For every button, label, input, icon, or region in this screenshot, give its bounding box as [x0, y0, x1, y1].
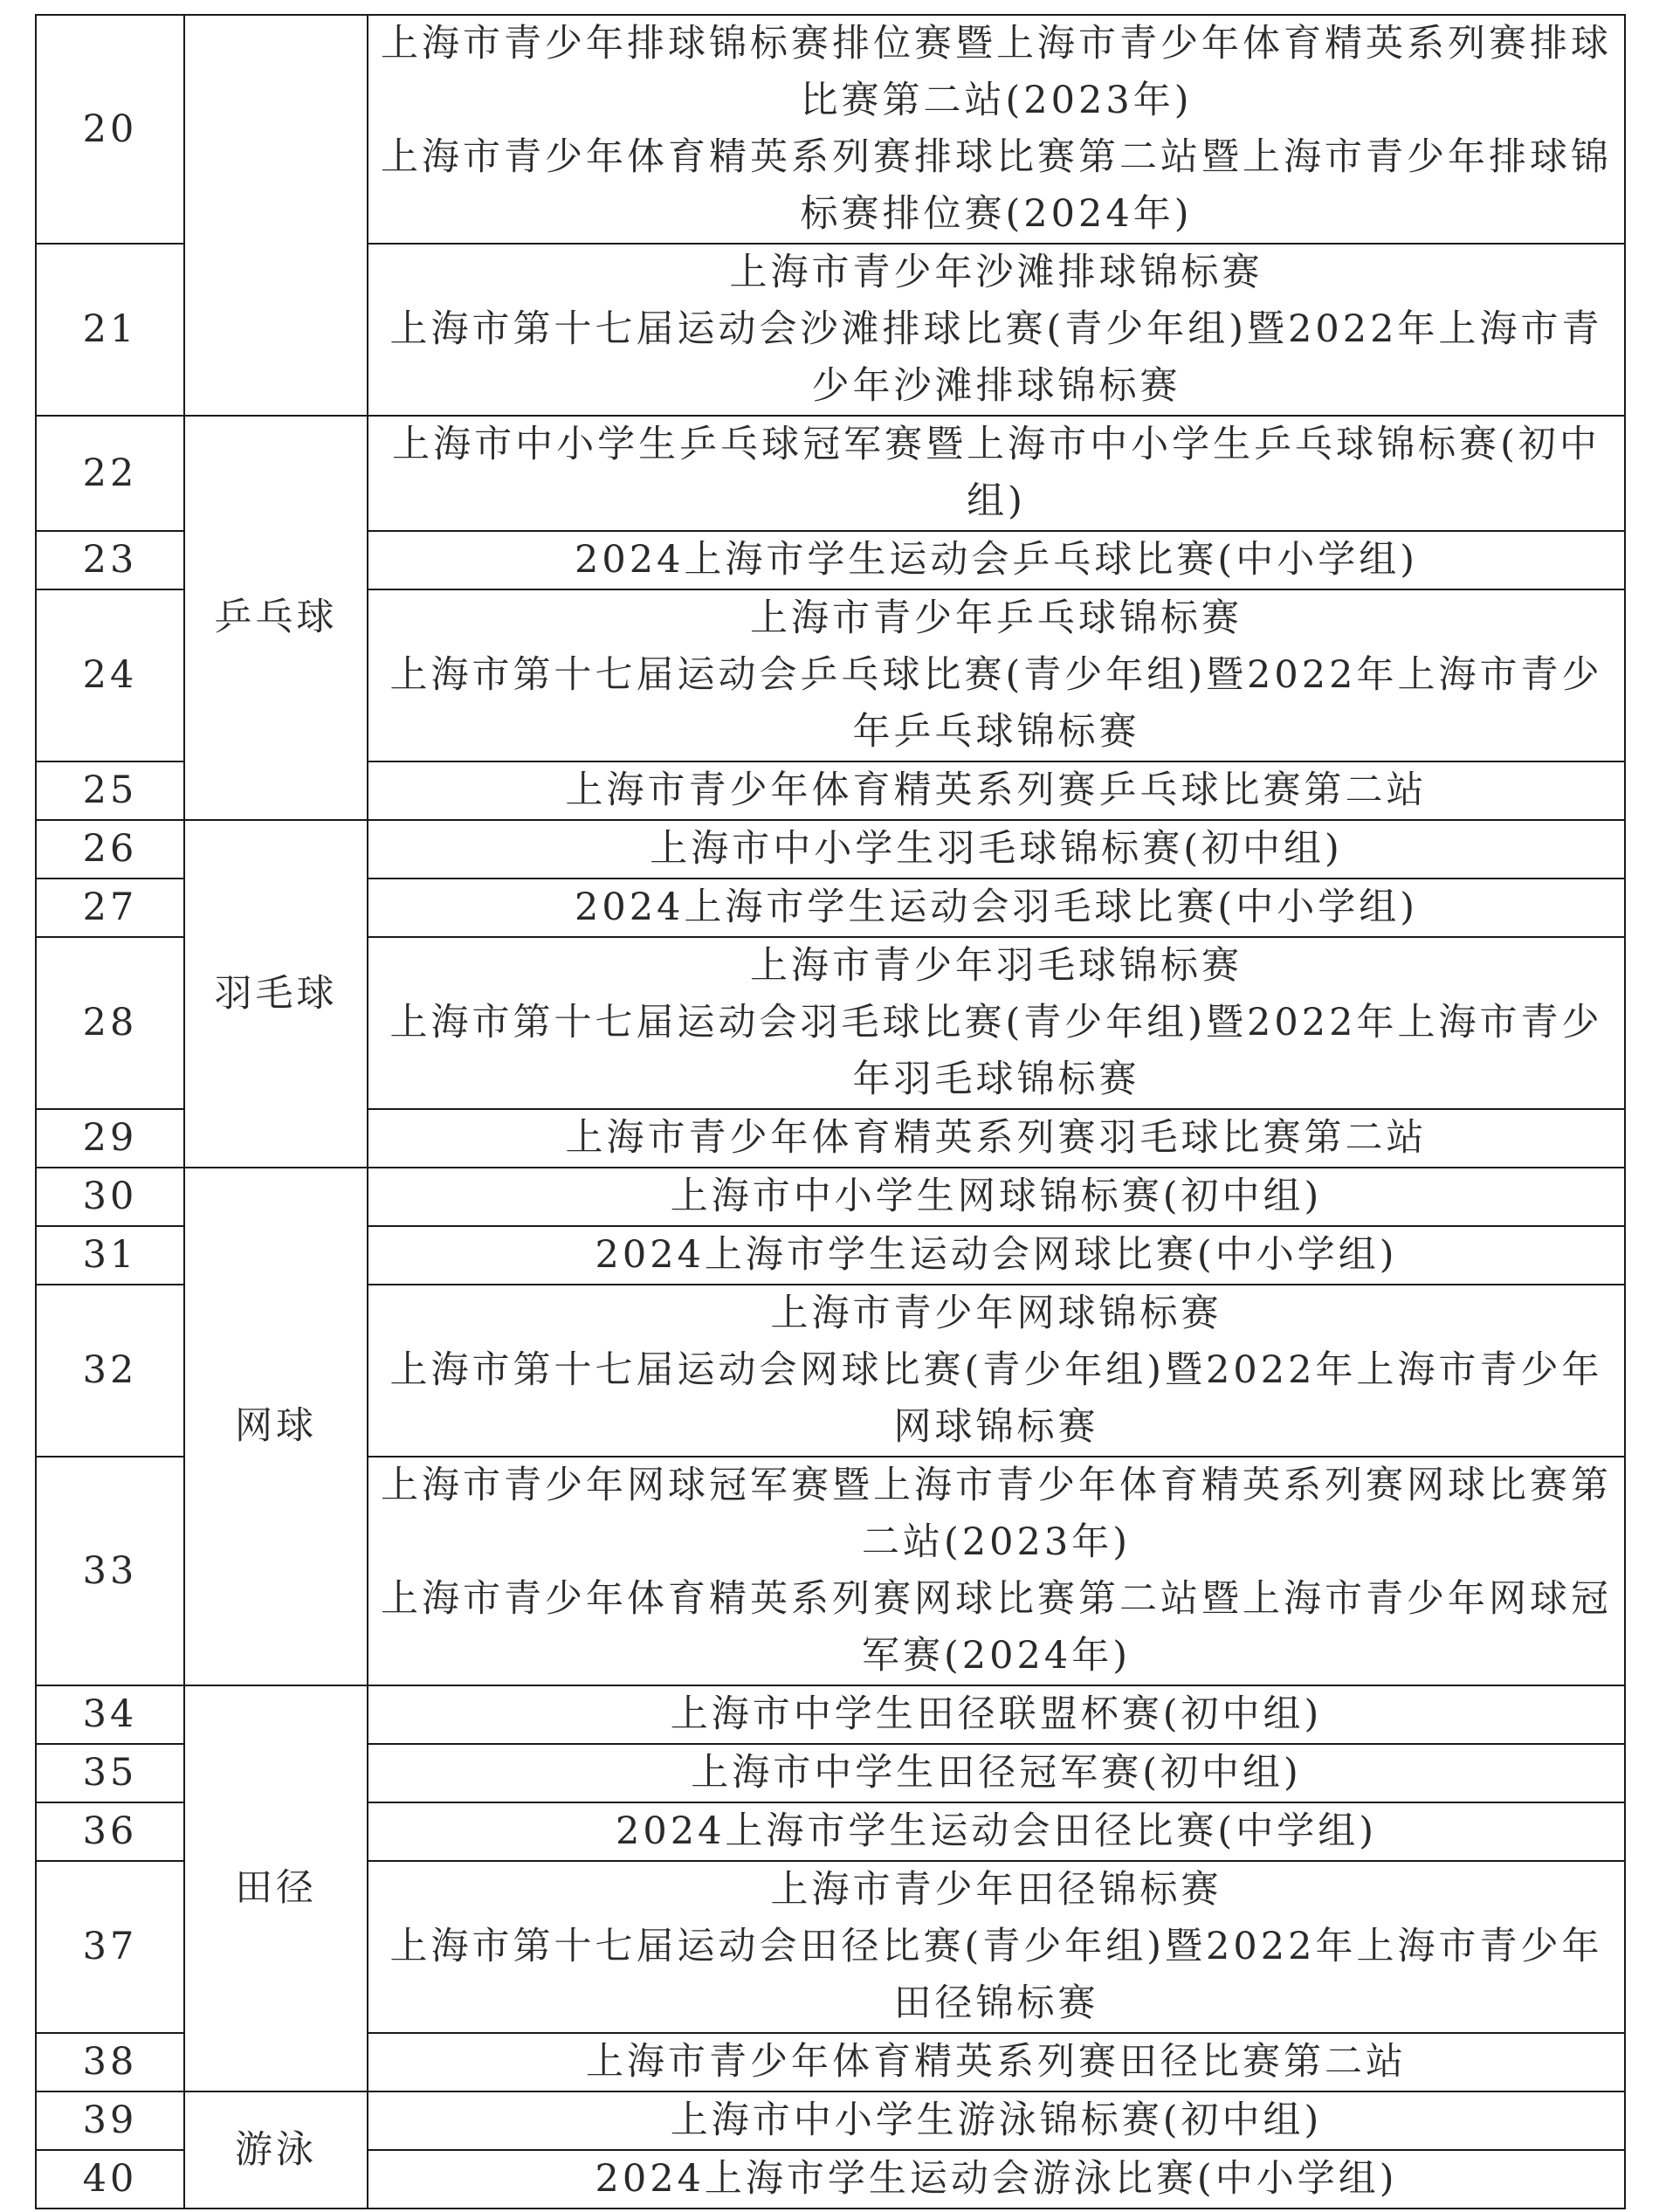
competition-line: 上海市青少年乒乓球锦标赛 — [750, 596, 1243, 640]
row-number: 40 — [36, 2150, 184, 2209]
competition-name — [368, 2150, 1625, 2209]
competition-name — [368, 589, 1625, 761]
competition-line: 上海市中学生田径联盟杯赛(初中组) — [670, 1692, 1323, 1736]
category-badminton: 羽毛球 — [184, 820, 368, 1168]
row-number: 32 — [36, 1285, 184, 1457]
competition-line: 上海市第十七届运动会乒乓球比赛(青少年组)暨2022年上海市青少年乒乓球锦标赛 — [389, 653, 1603, 754]
row-number: 22 — [36, 416, 184, 531]
competition-line: 上海市中学生田径冠军赛(初中组) — [691, 1751, 1302, 1795]
table-row — [36, 1168, 1625, 1226]
competition-name — [368, 2091, 1625, 2150]
table-row — [36, 820, 1625, 879]
competition-line: 上海市青少年网球锦标赛 — [770, 1292, 1222, 1335]
competition-line: 上海市第十七届运动会田径比赛(青少年组)暨2022年上海市青少年田径锦标赛 — [389, 1925, 1603, 2025]
row-number: 27 — [36, 879, 184, 937]
competition-line: 上海市青少年沙滩排球锦标赛 — [729, 251, 1263, 294]
row-number: 34 — [36, 1685, 184, 1744]
competition-line: 上海市青少年体育精英系列赛羽毛球比赛第二站 — [565, 1116, 1428, 1160]
competition-line: 上海市第十七届运动会网球比赛(青少年组)暨2022年上海市青少年网球锦标赛 — [389, 1348, 1603, 1449]
competition-line: 上海市中小学生网球锦标赛(初中组) — [670, 1175, 1323, 1218]
row-number: 39 — [36, 2091, 184, 2150]
row-number: 31 — [36, 1226, 184, 1285]
competition-name — [368, 416, 1625, 531]
table-row — [36, 15, 1625, 244]
competition-line: 上海市青少年体育精英系列赛网球比赛第二站暨上海市青少年网球冠军赛(2024年) — [381, 1577, 1612, 1678]
category-cell-volleyball — [184, 15, 368, 416]
row-number: 26 — [36, 820, 184, 879]
competition-name — [368, 1685, 1625, 1744]
category-swimming: 游泳 — [184, 2091, 368, 2209]
competition-name — [368, 1744, 1625, 1802]
competition-line: 上海市青少年体育精英系列赛乒乓球比赛第二站 — [565, 768, 1428, 812]
category-athletics: 田径 — [184, 1685, 368, 2091]
competition-name — [368, 531, 1625, 589]
competition-line: 上海市青少年网球冠军赛暨上海市青少年体育精英系列赛网球比赛第二站(2023年) — [381, 1464, 1612, 1564]
row-number: 25 — [36, 761, 184, 820]
category-tennis: 网球 — [184, 1168, 368, 1685]
row-number: 21 — [36, 244, 184, 416]
competition-line: 上海市青少年排球锦标赛排位赛暨上海市青少年体育精英系列赛排球比赛第二站(2023年) — [381, 22, 1612, 122]
competition-name — [368, 761, 1625, 820]
competition-line: 上海市中小学生羽毛球锦标赛(初中组) — [650, 827, 1343, 871]
competition-line: 2024上海市学生运动会游泳比赛(中小学组) — [595, 2157, 1398, 2201]
table-row — [36, 2091, 1625, 2150]
competition-line: 上海市青少年羽毛球锦标赛 — [750, 944, 1243, 988]
competition-name — [368, 2033, 1625, 2091]
competition-table — [35, 14, 1626, 2209]
row-number: 23 — [36, 531, 184, 589]
table-row — [36, 416, 1625, 531]
competition-line: 上海市中小学生游泳锦标赛(初中组) — [670, 2098, 1323, 2142]
row-number: 38 — [36, 2033, 184, 2091]
table-row — [36, 1685, 1625, 1744]
competition-name — [368, 244, 1625, 416]
category-pingpong: 乒乓球 — [184, 416, 368, 820]
competition-name — [368, 937, 1625, 1109]
competition-line: 2024上海市学生运动会网球比赛(中小学组) — [595, 1233, 1398, 1277]
competition-name — [368, 1457, 1625, 1685]
competition-name — [368, 15, 1625, 244]
competition-line: 2024上海市学生运动会田径比赛(中学组) — [616, 1809, 1377, 1853]
competition-line: 上海市青少年体育精英系列赛田径比赛第二站 — [586, 2040, 1407, 2084]
competition-name — [368, 1109, 1625, 1168]
competition-name — [368, 1285, 1625, 1457]
competition-name — [368, 1226, 1625, 1285]
row-number: 30 — [36, 1168, 184, 1226]
row-number: 35 — [36, 1744, 184, 1802]
competition-line: 2024上海市学生运动会乒乓球比赛(中小学组) — [575, 538, 1418, 582]
row-number: 28 — [36, 937, 184, 1109]
row-number: 37 — [36, 1861, 184, 2033]
row-number: 36 — [36, 1802, 184, 1861]
competition-line: 上海市第十七届运动会沙滩排球比赛(青少年组)暨2022年上海市青少年沙滩排球锦标赛 — [389, 307, 1603, 408]
competition-name — [368, 820, 1625, 879]
competition-name — [368, 1168, 1625, 1226]
competition-line: 上海市青少年体育精英系列赛排球比赛第二站暨上海市青少年排球锦标赛排位赛(2024年) — [381, 135, 1612, 236]
competition-line: 2024上海市学生运动会羽毛球比赛(中小学组) — [575, 885, 1418, 929]
competition-name — [368, 879, 1625, 937]
competition-name — [368, 1861, 1625, 2033]
row-number: 24 — [36, 589, 184, 761]
competition-line: 上海市第十七届运动会羽毛球比赛(青少年组)暨2022年上海市青少年羽毛球锦标赛 — [389, 1001, 1603, 1101]
competition-line: 上海市中小学生乒乓球冠军赛暨上海市中小学生乒乓球锦标赛(初中组) — [392, 423, 1600, 523]
competition-line: 上海市青少年田径锦标赛 — [770, 1868, 1222, 1912]
competition-name — [368, 1802, 1625, 1861]
row-number: 20 — [36, 15, 184, 244]
row-number: 29 — [36, 1109, 184, 1168]
row-number: 33 — [36, 1457, 184, 1685]
